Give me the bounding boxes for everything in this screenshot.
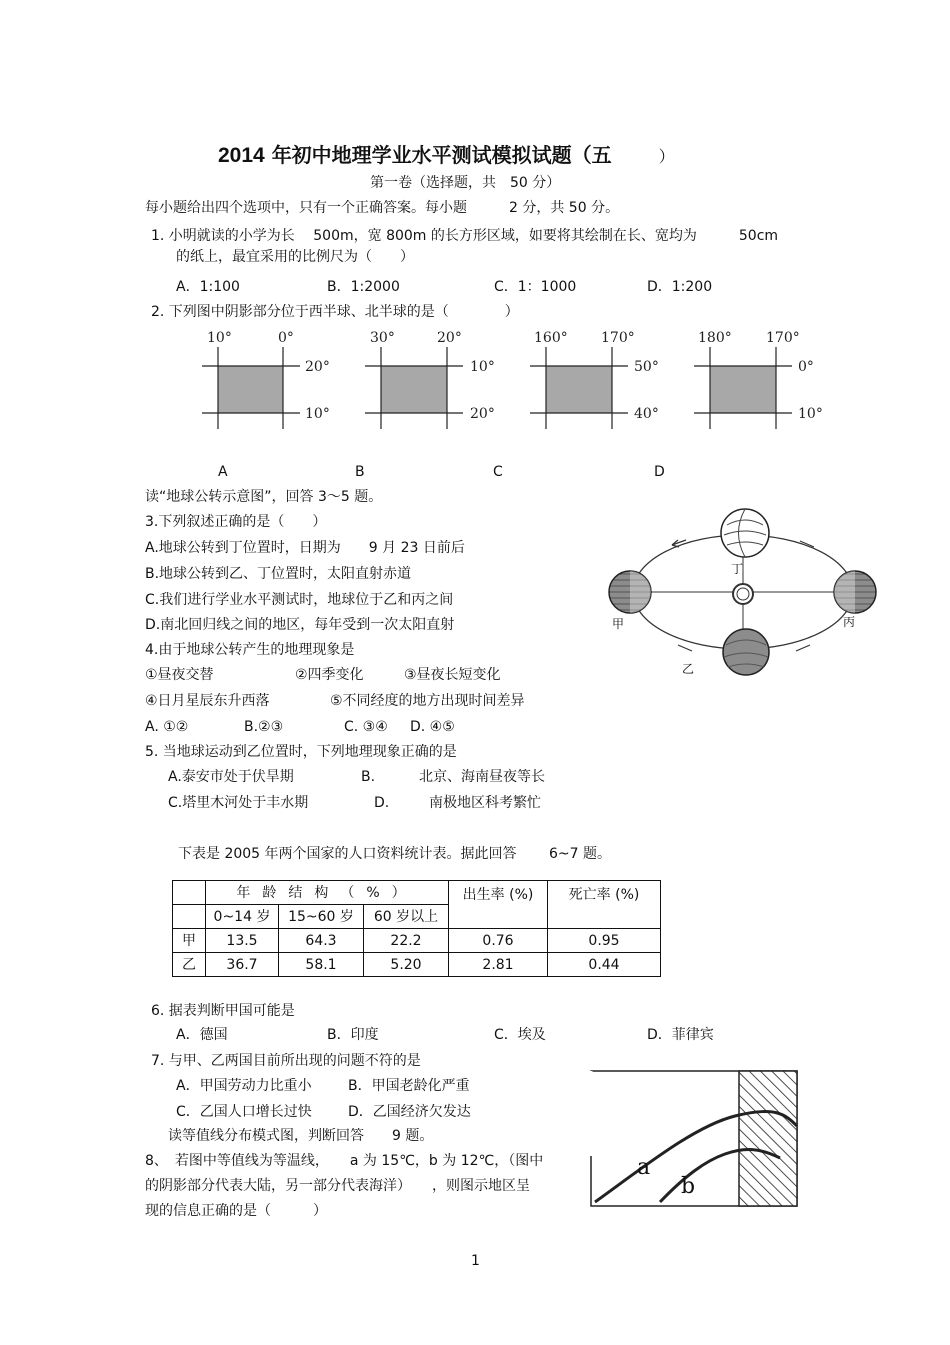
q4-option-b: B.②③ (244, 719, 284, 735)
q6-option-a: A．德国 (176, 1027, 228, 1043)
grid-letter-c: C (493, 464, 503, 480)
q1-line1: 1. 小明就读的小学为长 500m，宽 800m 的长方形区域，如要将其绘制在长、宽均为 50cm (151, 228, 779, 244)
grid-c-lat-bottom: 40° (634, 406, 659, 422)
grid-c-lat-top: 50° (634, 359, 659, 375)
age-group-0-14: 0~14 岁 (206, 905, 279, 929)
q3-stem: 3.下列叙述正确的是（ ） (145, 514, 327, 530)
value-cell: 5.20 (364, 953, 449, 977)
q1-option-d: D．1:200 (647, 279, 713, 295)
q2-stem: 2. 下列图中阴影部分位于西半球、北半球的是（ ） (151, 304, 519, 320)
q4-phenomenon-4: ④日月星辰东升西落 (145, 693, 270, 709)
table-intro: 下表是 2005 年两个国家的人口资料统计表。据此回答 6~7 题。 (178, 846, 611, 862)
value-cell: 64.3 (279, 929, 364, 953)
q1-line2: 的纸上，最宜采用的比例尺为（ ） (176, 249, 414, 265)
grid-letter-d: D (654, 464, 665, 480)
grid-b (365, 330, 495, 429)
q7-stem: 7. 与甲、乙两国目前所出现的问题不符的是 (151, 1053, 421, 1069)
value-cell: 58.1 (279, 953, 364, 977)
title-year: 2014 (218, 144, 265, 167)
grid-d-lat-top: 0° (798, 359, 814, 375)
grid-letter-a: A (218, 464, 228, 480)
q5-option-b-text: 北京、海南昼夜等长 (419, 769, 545, 785)
q5-option-c: C.塔里木河处于丰水期 (168, 795, 309, 811)
grid-b-lat-bottom: 20° (470, 406, 495, 422)
grid-a-shade (218, 366, 283, 413)
q1-option-c: C．1：1000 (494, 279, 577, 295)
grid-d-lon-left: 180° (698, 330, 732, 346)
q5-option-b-letter: B. (361, 769, 376, 785)
subtitle: 第一卷（选择题，共 50 分） (370, 175, 561, 191)
orbit-arrow-bottom-left (678, 645, 692, 651)
q4-option-a: A. ①② (145, 719, 189, 735)
isoline-label-b: b (681, 1174, 696, 1199)
grid-diagrams (0, 325, 950, 445)
land-area (739, 1071, 797, 1206)
q7-option-b: B．甲国老龄化严重 (348, 1078, 470, 1094)
table-row (173, 929, 661, 953)
table-header-row (173, 881, 661, 905)
title-text: 年初中地理学业水平测试模拟试题（五 (271, 143, 612, 167)
q3-option-d: D.南北回归线之间的地区，每年受到一次太阳直射 (145, 617, 455, 633)
instruction: 每小题给出四个选项中，只有一个正确答案。每小题 2 分，共 50 分。 (145, 200, 620, 216)
age-group-60-plus: 60 岁以上 (364, 905, 449, 929)
grid-d (694, 330, 823, 429)
globe-top-icon (721, 509, 769, 557)
globe-right-icon (834, 571, 876, 613)
grid-d-lon-right: 170° (766, 330, 800, 346)
grid-b-shade (381, 366, 447, 413)
orbit-label-left: 甲 (612, 617, 625, 631)
grid-a-lon-left: 10° (207, 330, 232, 346)
orbit-intro: 读“地球公转示意图”，回答 3～5 题。 (145, 489, 383, 505)
orbit-label-bottom: 乙 (682, 662, 695, 676)
q7-option-c: C．乙国人口增长过快 (176, 1104, 312, 1120)
q5-stem: 5. 当地球运动到乙位置时，下列地理现象正确的是 (145, 744, 457, 760)
death-rate-header: 死亡率 (%) (548, 881, 661, 929)
q7-option-a: A．甲国劳动力比重小 (176, 1078, 312, 1094)
grid-letter-b: B (355, 464, 365, 480)
q5-option-a: A.泰安市处于伏旱期 (168, 769, 294, 785)
q4-phenomenon-1: ①昼夜交替 (145, 667, 214, 683)
population-table (172, 880, 661, 977)
q4-option-c: C. ③④ (344, 719, 388, 735)
q8-intro: 读等值线分布模式图，判断回答 9 题。 (168, 1128, 434, 1144)
orbit-arrow-bottom-right (796, 645, 810, 651)
table-corner (173, 881, 206, 905)
q4-phenomenon-5: ⑤不同经度的地方出现时间差异 (330, 693, 525, 709)
q8-line2: 的阴影部分代表大陆，另一部分代表海洋） ，则图示地区呈 (145, 1178, 530, 1194)
q6-option-b: B．印度 (327, 1027, 379, 1043)
q6-option-c: C．埃及 (494, 1027, 546, 1043)
grid-c-lon-right: 170° (601, 330, 635, 346)
country-cell: 乙 (173, 953, 206, 977)
q4-phenomenon-3: ③昼夜长短变化 (404, 667, 501, 683)
orbit-label-right: 丙 (843, 615, 856, 629)
q3-option-b: B.地球公转到乙、丁位置时，太阳直射赤道 (145, 566, 412, 582)
orbit-diagram (600, 505, 900, 695)
country-cell: 甲 (173, 929, 206, 953)
q4-stem: 4.由于地球公转产生的地理现象是 (145, 642, 355, 658)
value-cell: 13.5 (206, 929, 279, 953)
grid-d-lat-bottom: 10° (798, 406, 823, 422)
value-cell: 2.81 (449, 953, 548, 977)
q5-option-d-text: 南极地区科考繁忙 (429, 795, 541, 811)
grid-b-lon-left: 30° (370, 330, 395, 346)
grid-c-lon-left: 160° (534, 330, 568, 346)
value-cell: 0.95 (548, 929, 661, 953)
table-row (173, 953, 661, 977)
q1-option-a: A．1:100 (176, 279, 240, 295)
grid-a-lat-bottom: 10° (305, 406, 330, 422)
birth-rate-header: 出生率 (%) (449, 881, 548, 929)
grid-c (530, 330, 659, 429)
isoline-label-a: a (637, 1155, 651, 1180)
q8-line3: 现的信息正确的是（ ） (145, 1203, 327, 1219)
q4-phenomenon-2: ②四季变化 (295, 667, 364, 683)
globe-bottom-icon (723, 629, 769, 675)
q1-option-b: B．1:2000 (327, 279, 400, 295)
grid-c-shade (546, 366, 612, 413)
globe-left-icon (609, 571, 651, 613)
value-cell: 36.7 (206, 953, 279, 977)
grid-b-lon-right: 20° (437, 330, 462, 346)
q3-option-a: A.地球公转到丁位置时，日期为 9 月 23 日前后 (145, 540, 465, 556)
page-number: 1 (471, 1253, 480, 1269)
isoline-diagram (585, 1066, 805, 1211)
grid-a-lon-right: 0° (278, 330, 294, 346)
table-corner-2 (173, 905, 206, 929)
q7-option-d: D．乙国经济欠发达 (348, 1104, 471, 1120)
grid-d-shade (710, 366, 776, 413)
grid-a-lat-top: 20° (305, 359, 330, 375)
value-cell: 22.2 (364, 929, 449, 953)
q6-option-d: D．菲律宾 (647, 1027, 714, 1043)
value-cell: 0.76 (449, 929, 548, 953)
age-structure-header: 年龄结构（%） (206, 881, 449, 905)
q4-option-d: D. ④⑤ (410, 719, 455, 735)
value-cell: 0.44 (548, 953, 661, 977)
orbit-label-top: 丁 (731, 562, 744, 576)
grid-a (202, 330, 330, 429)
page-title (218, 142, 675, 170)
q8-line1: 8、 若图中等值线为等温线， a 为 15℃，b 为 12℃，（图中 (145, 1153, 544, 1169)
grid-b-lat-top: 10° (470, 359, 495, 375)
q6-stem: 6. 据表判断甲国可能是 (151, 1003, 295, 1019)
title-close: ） (658, 147, 675, 166)
age-group-15-60: 15~60 岁 (279, 905, 364, 929)
q3-option-c: C.我们进行学业水平测试时，地球位于乙和丙之间 (145, 592, 454, 608)
q5-option-d-letter: D. (374, 795, 390, 811)
